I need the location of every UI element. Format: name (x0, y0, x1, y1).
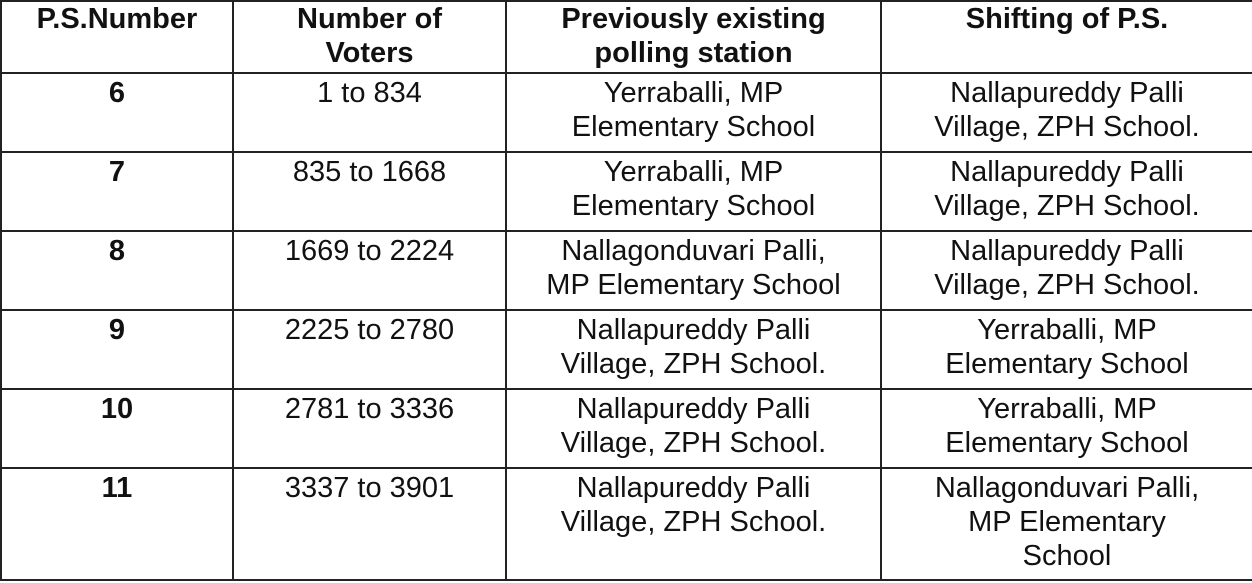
cell-text: 2781 to 3336 (284, 393, 455, 425)
cell-text: 6 (108, 77, 126, 109)
ps-number-cell (1, 310, 233, 389)
cell-text: 11 (101, 472, 133, 504)
previous-station-cell (506, 152, 881, 231)
cell-text: Village, ZPH School. (560, 506, 827, 538)
cell-text: Elementary School (945, 348, 1189, 380)
shifted-station-cell (881, 310, 1252, 389)
cell-text: Village, ZPH School. (934, 190, 1200, 222)
voters-range-cell (233, 310, 506, 389)
cell-text: 10 (100, 393, 134, 425)
cell-text: Village, ZPH School. (934, 269, 1200, 301)
cell-text: Yerraballi, MP (977, 314, 1157, 346)
table-body (1, 73, 1252, 580)
voters-range-cell (233, 389, 506, 468)
table-row (1, 389, 1252, 468)
table-row (1, 231, 1252, 310)
previous-station-cell (506, 231, 881, 310)
voters-range-cell (233, 468, 506, 580)
cell-text: Village, ZPH School. (934, 111, 1200, 143)
header-text: Voters (325, 37, 414, 69)
table-row (1, 152, 1252, 231)
previous-station-cell (506, 73, 881, 152)
header-row (1, 1, 1252, 73)
shifted-station-cell (881, 468, 1252, 580)
cell-text: 7 (108, 156, 126, 188)
cell-text: 9 (108, 314, 126, 346)
cell-text: MP Elementary (968, 506, 1166, 538)
cell-text: 8 (108, 235, 126, 267)
header-ps-number (1, 1, 233, 73)
cell-text: Elementary School (571, 111, 816, 143)
cell-text: 3337 to 3901 (284, 472, 455, 504)
cell-text: Elementary School (571, 190, 816, 222)
header-text: Number of (297, 3, 442, 35)
cell-text: Village, ZPH School. (560, 348, 827, 380)
header-shifting-of-ps (881, 1, 1252, 73)
cell-text: Village, ZPH School. (560, 427, 827, 459)
cell-text: MP Elementary School (546, 269, 841, 301)
shifted-station-cell (881, 389, 1252, 468)
shifted-station-cell (881, 152, 1252, 231)
shifted-station-cell (881, 231, 1252, 310)
header-previous-station (506, 1, 881, 73)
header-text: Previously existing (561, 3, 826, 35)
cell-text: 1 to 834 (317, 77, 422, 109)
ps-number-cell (1, 231, 233, 310)
header-text: Shifting of P.S. (965, 3, 1169, 35)
cell-text: Nallagonduvari Palli, (934, 472, 1200, 504)
table-row (1, 310, 1252, 389)
voters-range-cell (233, 73, 506, 152)
table-row (1, 468, 1252, 580)
cell-text: Nallapureddy Palli (576, 472, 811, 504)
cell-text: Nallagonduvari Palli, (561, 235, 826, 267)
header-number-of-voters (233, 1, 506, 73)
voters-range-cell (233, 152, 506, 231)
cell-text: Nallapureddy Palli (950, 77, 1184, 109)
previous-station-cell (506, 310, 881, 389)
previous-station-cell (506, 468, 881, 580)
cell-text: 835 to 1668 (292, 156, 447, 188)
previous-station-cell (506, 389, 881, 468)
ps-number-cell (1, 468, 233, 580)
cell-text: Elementary School (945, 427, 1189, 459)
ps-number-cell (1, 152, 233, 231)
cell-text: School (1022, 540, 1112, 572)
ps-number-cell (1, 389, 233, 468)
cell-text: 1669 to 2224 (284, 235, 455, 267)
shifted-station-cell (881, 73, 1252, 152)
cell-text: Nallapureddy Palli (576, 393, 811, 425)
cell-text: Yerraballi, MP (977, 393, 1157, 425)
header-text: P.S.Number (36, 3, 198, 35)
cell-text: Yerraballi, MP (603, 77, 784, 109)
cell-text: Nallapureddy Palli (576, 314, 811, 346)
header-text: polling station (594, 37, 793, 69)
cell-text: 2225 to 2780 (284, 314, 455, 346)
ps-number-cell (1, 73, 233, 152)
voters-range-cell (233, 231, 506, 310)
cell-text: Nallapureddy Palli (950, 156, 1184, 188)
cell-text: Yerraballi, MP (603, 156, 784, 188)
cell-text: Nallapureddy Palli (950, 235, 1184, 267)
table-row (1, 73, 1252, 152)
